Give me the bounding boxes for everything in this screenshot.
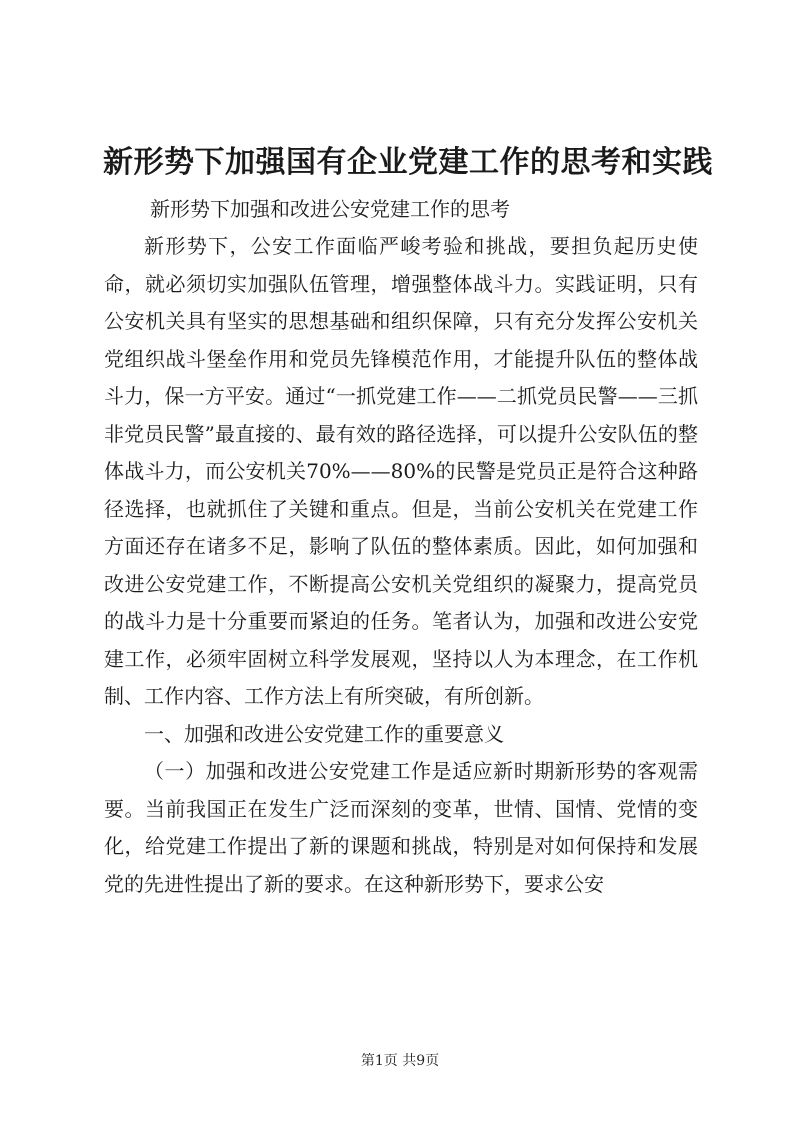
- paragraph-intro: 新形势下，公安工作面临严峻考验和挑战，要担负起历史使命，就必须切实加强队伍管理，增强整体战斗力。实践证明，只有公安机关具有坚实的思想基础和组织保障，只有充分发挥公安机关党组织战斗堡垒作用和党员先锋模范作用，才能提升队伍的整体战斗力，保一方平安。通过“一抓党建工作——二抓党员民警——三抓非党员民警”最直接的、最有效的路径选择，可以提升公安队伍的整体战斗力，而公安机关70%——80%的民警是党员正是符合这种路径选择，也就抓住了关键和重点。但是，当前公安机关在党建工作方面还存在诸多不足，影响了队伍的整体素质。因此，如何加强和改进公安党建工作，不断提高公安机关党组织的凝聚力，提高党员的战斗力是十分重要而紧迫的任务。笔者认为，加强和改进公安党建工作，必须牢固树立科学发展观，坚持以人为本理念，在工作机制、工作内容、工作方法上有所突破，有所创新。: [104, 234, 698, 708]
- document-subtitle: 新形势下加强和改进公安党建工作的思考: [150, 197, 510, 221]
- section-heading: 一、加强和改进公安党建工作的重要意义: [144, 721, 504, 746]
- document-title: 新形势下加强国有企业党建工作的思考和实践: [103, 145, 713, 180]
- paragraph-section-1: （一）加强和改进公安党建工作是适应新时期新形势的客观需要。当前我国正在发生广泛而深刻的变革，世情、国情、党情的变化，给党建工作提出了新的课题和挑战，特别是对如何保持和发展党的先进性提出了新的要求。在这种新形势下，要求公安: [104, 759, 698, 896]
- document-body: [104, 228, 698, 903]
- page-number-footer: 第1页 共9页: [360, 1053, 440, 1069]
